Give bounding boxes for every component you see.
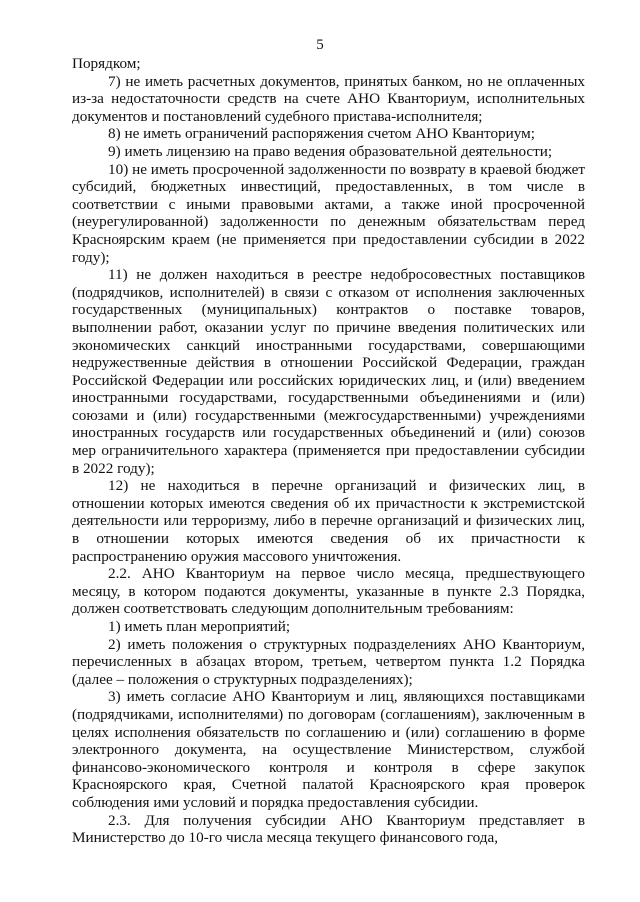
- paragraph-item-12: 12) не находиться в перечне организаций и физических лиц, в отношении которых имеются сведения об их причастности к экстремистской деятельности или терроризму, либо в перечне организаций и физических лиц, в отношении которых имеются сведения об их причастности к распространению оружия массового уничтожения.: [72, 477, 585, 565]
- paragraph-item-11: 11) не должен находиться в реестре недобросовестных поставщиков (подрядчиков, исполнителей) в связи с отказом от исполнения заключенных государственных (муниципальных) контрактов о поставке товаров, выполнении работ, оказании услуг по причине введения политических или экономических санкций иностранными государствами, совершающими недружественные действия в отношении Российской Федерации, граждан Российской Федерации или российских юридических лиц, и (или) введением иностранными государствами, государственными объединениями и (или) союзами и (или) государственными (межгосударственными) учреждениями иностранных государств или государственных объединений и (или) союзов мер ограничительного характера (применяется при предоставлении субсидии в 2022 году);: [72, 266, 585, 477]
- paragraph-item-8: 8) не иметь ограничений распоряжения счетом АНО Кванториум;: [108, 125, 535, 143]
- paragraph-clause-2-2-item-1: 1) иметь план мероприятий;: [108, 618, 291, 635]
- paragraph-clause-2-2: 2.2. АНО Кванториум на первое число месяца, предшествующего месяцу, в котором подаются документы, указанные в пункте 2.3 Порядка, должен соответствовать следующим дополнительным требованиям:: [72, 565, 585, 618]
- document-body: [72, 55, 585, 847]
- paragraph-item-9: 9) иметь лицензию на право ведения образовательной деятельности;: [108, 142, 553, 160]
- paragraph-clause-2-2-item-2: 2) иметь положения о структурных подразделениях АНО Кванториум, перечисленных в абзацах втором, третьем, четвертом пункта 1.2 Порядка (далее – положения о структурных подразделениях);: [72, 635, 585, 688]
- paragraph-clause-2-2-item-3: 3) иметь согласие АНО Кванториум и лиц, являющихся поставщиками (подрядчиками, исполнителями) по договорам (соглашениям), заключенным в целях исполнения обязательств по соглашению и (или) соглашению в форме электронного документа, на осуществление Министерством, службой финансово-экономического контроля и контроля в сфере закупок Красноярского края, Счетной палатой Красноярского края проверок соблюдения ими условий и порядка предоставления субсидии.: [72, 688, 585, 811]
- paragraph-item-10: 10) не иметь просроченной задолженности по возврату в краевой бюджет субсидий, бюджетных инвестиций, предоставленных, в том числе в соответствии с иными правовыми актами, а также иной просроченной (неурегулированной) задолженности по денежным обязательствам перед Красноярским краем (не применяется при предоставлении субсидии в 2022 году);: [72, 160, 585, 266]
- paragraph-item-7: 7) не иметь расчетных документов, принятых банком, но не оплаченных из-за недостаточности средств на счете АНО Кванториум, исполнительных документов и постановлений судебного пристава-исполнителя;: [72, 72, 585, 125]
- paragraph-intro: Порядком;: [72, 55, 141, 72]
- page-number: 5: [316, 37, 324, 53]
- paragraph-clause-2-3: 2.3. Для получения субсидии АНО Кванториум представляет в Министерство до 10-го числа месяца текущего финансового года,: [72, 811, 585, 847]
